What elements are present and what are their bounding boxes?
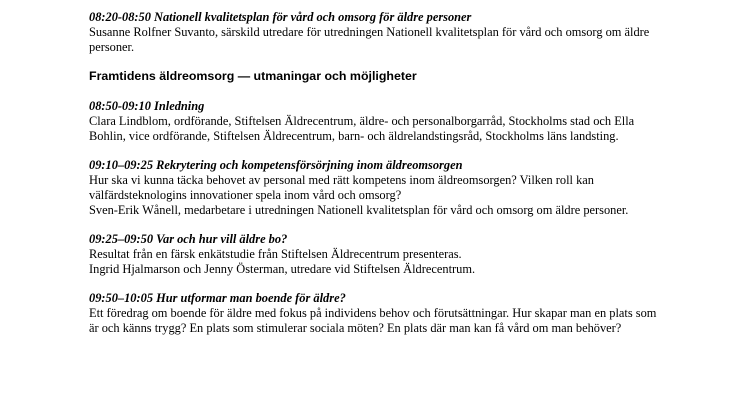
session-block-0950 bbox=[89, 291, 659, 336]
session-title: 08:20-08:50 Nationell kvalitetsplan för vård och omsorg för äldre personer bbox=[89, 10, 472, 24]
session-title: 08:50-09:10 Inledning bbox=[89, 99, 205, 113]
session-block-0850 bbox=[89, 99, 659, 144]
session-body: Ett föredrag om boende för äldre med fokus på individens behov och förutsättningar. Hur skapar man en plats som är och känns trygg? En plats som stimulerar sociala möten? En plats där man kan få vård om man behöver? bbox=[89, 306, 657, 335]
section-heading: Framtidens äldreomsorg — utmaningar och möjligheter bbox=[89, 69, 417, 83]
session-body: Hur ska vi kunna täcka behovet av personal med rätt kompetens inom äldreomsorgen? Vilken roll kan välfärdsteknologins innovationer spela inom vård och omsorg? bbox=[89, 173, 594, 202]
session-title: 09:50–10:05 Hur utformar man boende för äldre? bbox=[89, 291, 346, 305]
session-speaker: Sven-Erik Wånell, medarbetare i utredningen Nationell kvalitetsplan för vård och omsorg om äldre personer. bbox=[89, 203, 629, 217]
session-title: 09:25–09:50 Var och hur vill äldre bo? bbox=[89, 232, 288, 246]
session-block-0820 bbox=[89, 10, 659, 55]
session-body: Clara Lindblom, ordförande, Stiftelsen Äldrecentrum, äldre- och personalborgarråd, Stockholms stad och Ella Bohlin, vice ordförande, Stiftelsen Äldrecentrum, barn- och äldrelandstingsråd, Stockholms läns landsting. bbox=[89, 114, 635, 143]
session-speaker: Ingrid Hjalmarson och Jenny Österman, utredare vid Stiftelsen Äldrecentrum. bbox=[89, 262, 476, 276]
session-block-0910 bbox=[89, 158, 659, 218]
session-body: Resultat från en färsk enkätstudie från Stiftelsen Äldrecentrum presenteras. bbox=[89, 247, 462, 261]
session-body: Susanne Rolfner Suvanto, särskild utredare för utredningen Nationell kvalitetsplan för vård och omsorg om äldre personer. bbox=[89, 25, 650, 54]
session-block-0925 bbox=[89, 232, 659, 277]
session-title: 09:10–09:25 Rekrytering och kompetensförsörjning inom äldreomsorgen bbox=[89, 158, 463, 172]
document-page bbox=[89, 10, 659, 350]
